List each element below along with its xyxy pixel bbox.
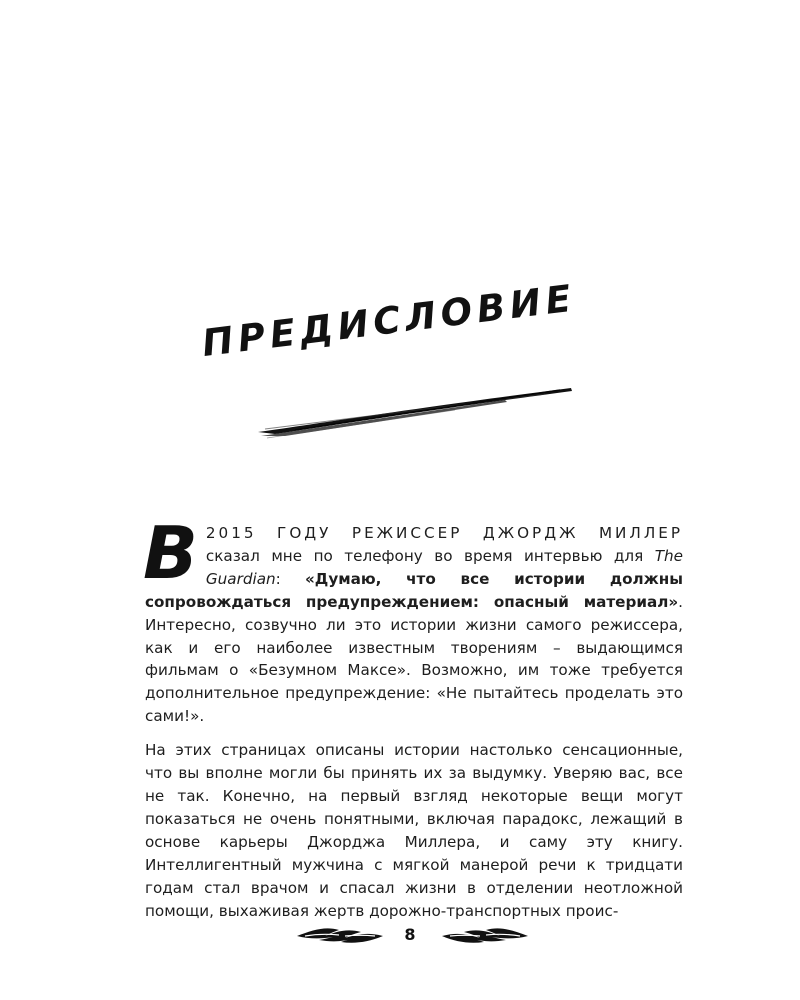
paragraph-2: На этих страницах описаны истории настолько сенсационные, что вы вполне могли бы принять их за выдумку. Уверяю вас, все не так. Конечно, на первый взгляд некоторые вещи могут показаться не очень понятными, включая парадокс, лежащий в основе карьеры Джорджа Миллера, и саму эту книгу. Интеллигентный мужчина с мягкой манерой речи к тридцати годам стал врачом и спасал жизни в отделении неотложной помощи, выхаживая жертв дорожно-транспортных проис- — [145, 741, 683, 920]
chapter-title: ПРЕДИСЛОВИЕ — [199, 276, 579, 365]
quote: «Думаю, что все истории должны сопровождаться предупреждением: опасный материал» — [145, 569, 683, 611]
lead-in: 2015 ГОДУ РЕЖИССЕР ДЖОРДЖ МИЛЛЕР — [205, 524, 683, 542]
page-number: 8 — [404, 925, 416, 944]
flame-ornament-right-icon — [440, 920, 530, 950]
brush-stroke-underline — [255, 380, 575, 440]
flame-ornament-left-icon — [295, 920, 385, 950]
publication-name: The Guardian — [205, 546, 683, 588]
paragraph-1: В 2015 ГОДУ РЕЖИССЕР ДЖОРДЖ МИЛЛЕР сказал мне по телефону во время интервью для The Guardian: «Думаю, что все истории должны сопровождаться предупреждением: опасный материал». Интересно, созвучно ли это истории жизни самого режиссера, как и его наиболее известным творениям – выдающимся фильмам о «Безумном Максе». Возможно, им тоже требуется дополнительное предупреждение: «Не пытайтесь проделать это сами!». — [143, 511, 683, 726]
body-text — [143, 511, 683, 922]
page-footer — [0, 920, 800, 952]
drop-cap: В — [143, 511, 198, 595]
